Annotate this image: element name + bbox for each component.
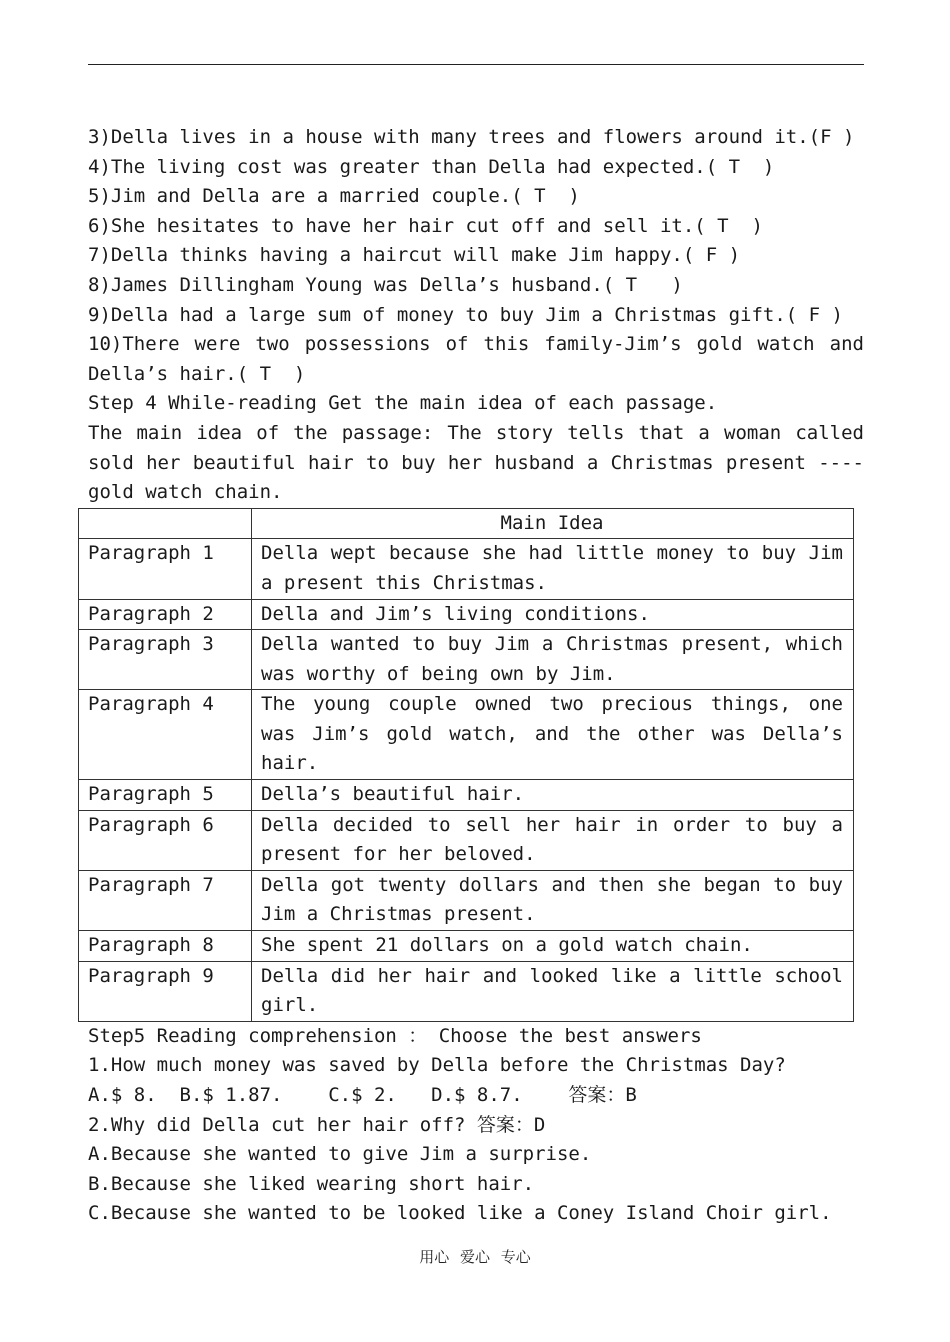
idea-cell: Della wanted to buy Jim a Christmas present, which was worthy of being own by Jim. [252, 630, 854, 690]
idea-cell: Della got twenty dollars and then she began to buy Jim a Christmas present. [252, 870, 854, 930]
idea-cell: She spent 21 dollars on a gold watch chain. [252, 931, 854, 962]
mc-question-2-option-c: C.Because she wanted to be looked like a Coney Island Choir girl. [88, 1202, 832, 1225]
page-footer: 用心 爱心 专心 [419, 1248, 531, 1266]
idea-cell: Della decided to sell her hair in order to buy a present for her beloved. [252, 810, 854, 870]
table-row [79, 961, 854, 1021]
paragraph-cell: Paragraph 3 [79, 630, 252, 690]
paragraph-cell: Paragraph 6 [79, 810, 252, 870]
paragraph-cell: Paragraph 1 [79, 539, 252, 599]
paragraph-cell: Paragraph 9 [79, 961, 252, 1021]
header-rule [88, 64, 864, 65]
tf-question-6: 6)She hesitates to have her hair cut off and sell it.( T ) [88, 214, 763, 237]
page-content [88, 123, 864, 1229]
tf-question-10-line1: 10)There were two possessions of this family-Jim’s gold watch and [88, 333, 864, 356]
table-row [79, 599, 854, 630]
table-header-row [79, 508, 854, 539]
table-row [79, 810, 854, 870]
table-header-main-idea: Main Idea [252, 508, 854, 539]
table-row [79, 690, 854, 780]
paragraph-cell: Paragraph 4 [79, 690, 252, 780]
table-header-blank [79, 508, 252, 539]
tf-question-10-line2: Della’s hair.( T ) [88, 362, 306, 385]
idea-cell: Della did her hair and looked like a little school girl. [252, 961, 854, 1021]
idea-cell: Della and Jim’s living conditions. [252, 599, 854, 630]
paragraph-cell: Paragraph 7 [79, 870, 252, 930]
idea-cell: Della’s beautiful hair. [252, 780, 854, 811]
table-row [79, 931, 854, 962]
mc-question-2-option-b: B.Because she liked wearing short hair. [88, 1172, 535, 1195]
tf-question-3: 3)Della lives in a house with many trees and flowers around it.(F ) [88, 126, 855, 148]
paragraph-cell: Paragraph 5 [79, 780, 252, 811]
table-row [79, 870, 854, 930]
main-idea-line1: The main idea of the passage: The story tells that a woman called [88, 421, 864, 444]
mc-question-1-options: A.$ 8. B.$ 1.87. C.$ 2. D.$ 8.7. 答案：B [88, 1084, 637, 1106]
tf-question-8: 8)James Dillingham Young was Della’s husband.( T ) [88, 273, 683, 296]
tf-question-5: 5)Jim and Della are a married couple.( T ) [88, 185, 580, 208]
tf-question-9: 9)Della had a large sum of money to buy Jim a Christmas gift.( F ) [88, 303, 843, 326]
main-idea-table [78, 508, 854, 1022]
tf-question-7: 7)Della thinks having a haircut will make Jim happy.( F ) [88, 244, 741, 267]
main-idea-line2: sold her beautiful hair to buy her husband a Christmas present ---- [88, 451, 864, 474]
step5-heading: Step5 Reading comprehension ： Choose the best answers [88, 1024, 702, 1047]
paragraph-cell: Paragraph 2 [79, 599, 252, 630]
step4-heading: Step 4 While-reading Get the main idea of each passage. [88, 392, 718, 415]
main-idea-line3: gold watch chain. [88, 481, 283, 504]
mc-question-2-option-a: A.Because she wanted to give Jim a surprise. [88, 1143, 592, 1166]
mc-question-1: 1.How much money was saved by Della before the Christmas Day? [88, 1054, 786, 1077]
idea-cell: The young couple owned two precious things, one was Jim’s gold watch, and the other was Della’s hair. [252, 690, 854, 780]
idea-cell: Della wept because she had little money to buy Jim a present this Christmas. [252, 539, 854, 599]
table-row [79, 630, 854, 690]
paragraph-cell: Paragraph 8 [79, 931, 252, 962]
table-row [79, 780, 854, 811]
table-row [79, 539, 854, 599]
tf-question-4: 4)The living cost was greater than Della had expected.( T ) [88, 155, 775, 178]
mc-question-2: 2.Why did Della cut her hair off? 答案：D [88, 1113, 546, 1136]
